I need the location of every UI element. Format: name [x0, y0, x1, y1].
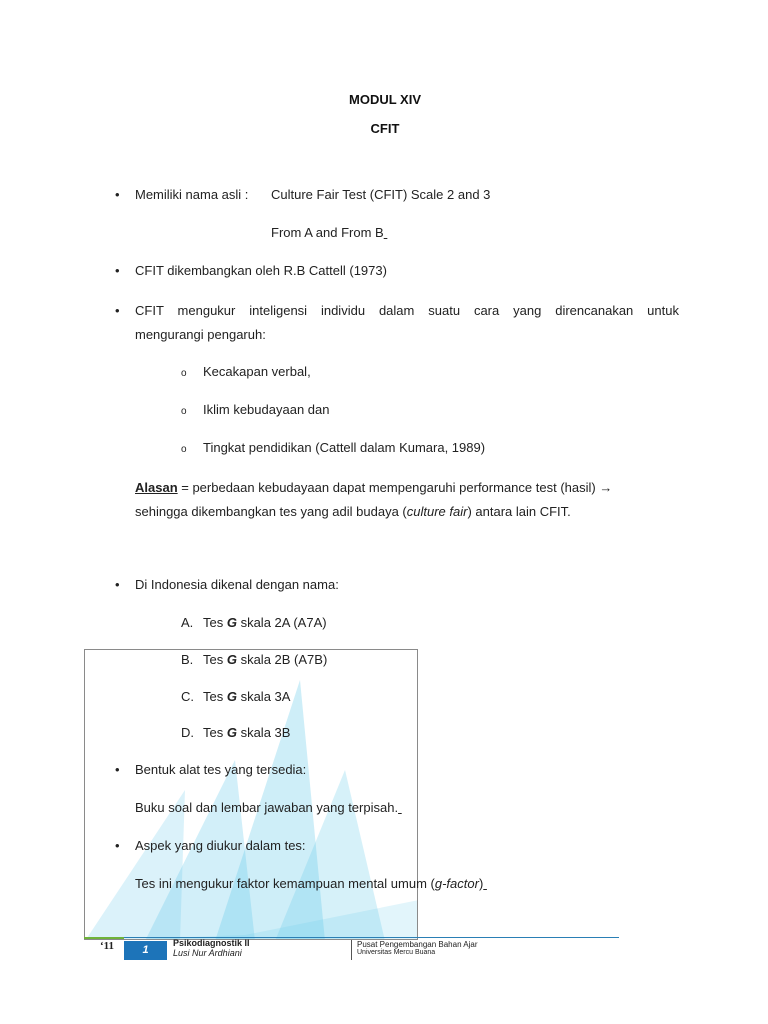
document-title: MODUL XIV	[349, 92, 421, 107]
measure-line-1: CFIT mengukur inteligensi individu dalam suatu cara yang direncanakan untuk	[135, 303, 679, 318]
footer-rule-green	[84, 937, 124, 939]
aspek-text: Aspek yang diukur dalam tes:	[135, 838, 306, 853]
bullet-icon: •	[115, 187, 120, 202]
indonesia-text: Di Indonesia dikenal dengan nama:	[135, 577, 339, 592]
tes-b-text: Tes G skala 2B (A7B)	[203, 652, 328, 667]
circle-bullet-icon: o	[181, 406, 187, 417]
sub-item-budaya: Iklim kebudayaan dan	[203, 402, 330, 417]
measure-line-2: mengurangi pengaruh:	[135, 327, 266, 342]
footer-course: Psikodiagnostik II	[173, 938, 250, 948]
tes-a-text: Tes G skala 2A (A7A)	[203, 615, 327, 630]
tes-d-letter: D.	[181, 725, 194, 740]
nama-label: Memiliki nama asli :	[135, 187, 249, 202]
tes-a-letter: A.	[181, 615, 194, 630]
bentuk-value: Buku soal dan lembar jawaban yang terpisah.	[135, 800, 399, 815]
bullet-icon: •	[115, 762, 120, 777]
circle-bullet-icon: o	[181, 368, 187, 379]
bullet-icon: •	[115, 263, 120, 278]
page-number: 1	[124, 941, 167, 960]
footer-divider	[351, 940, 352, 960]
nama-value: Culture Fair Test (CFIT) Scale 2 and 3	[271, 187, 491, 202]
bullet-icon: •	[115, 577, 120, 592]
alasan-line-2: sehingga dikembangkan tes yang adil budaya (culture fair) antara lain CFIT.	[135, 504, 571, 519]
nama-value-2: From A and From B	[271, 225, 384, 240]
footer-author: Lusi Nur Ardhiani	[173, 948, 242, 958]
sub-item-pendidikan: Tingkat pendidikan (Cattell dalam Kumara, 1989)	[203, 440, 486, 455]
arrow-right-icon: →	[599, 480, 613, 495]
document-subtitle: CFIT	[370, 121, 400, 136]
developer-text: CFIT dikembangkan oleh R.B Cattell (1973)	[135, 263, 387, 278]
tes-c-text: Tes G skala 3A	[203, 689, 291, 704]
aspek-value: Tes ini mengukur faktor kemampuan mental umum (g-factor)	[135, 876, 484, 891]
bullet-icon: •	[115, 838, 120, 853]
footer-institution-1: Pusat Pengembangan Bahan Ajar	[357, 940, 478, 949]
circle-bullet-icon: o	[181, 444, 187, 455]
sub-item-verbal: Kecakapan verbal,	[203, 364, 311, 379]
footer-year: ‘11	[100, 940, 115, 952]
bentuk-text: Bentuk alat tes yang tersedia:	[135, 762, 307, 777]
tes-d-text: Tes G skala 3B	[203, 725, 291, 740]
alasan-line-1: Alasan = perbedaan kebudayaan dapat mempengaruhi performance test (hasil) →	[135, 480, 613, 495]
tes-c-letter: C.	[181, 689, 194, 704]
footer-institution-2: Universitas Mercu Buana	[357, 949, 436, 956]
alasan-label: Alasan	[135, 480, 178, 495]
tes-b-letter: B.	[181, 652, 194, 667]
bullet-icon: •	[115, 303, 120, 318]
